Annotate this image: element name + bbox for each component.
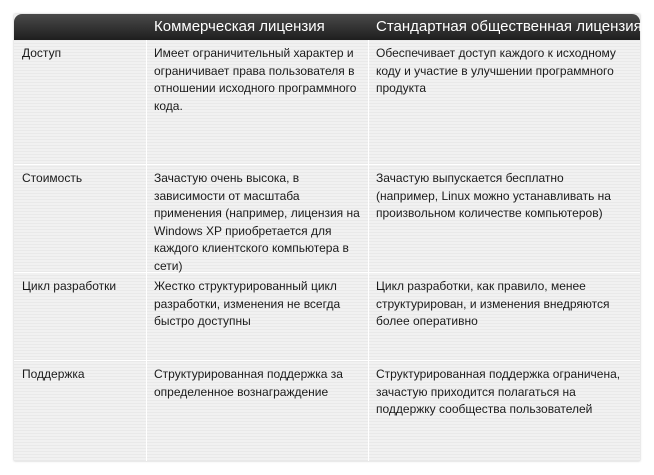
license-comparison-table bbox=[14, 14, 640, 461]
row-label-dev-cycle: Цикл разработки bbox=[22, 279, 117, 293]
header-public-license: Стандартная общественная лицензия bbox=[376, 18, 642, 35]
column-divider bbox=[368, 40, 369, 461]
row-label-support: Поддержка bbox=[22, 367, 85, 381]
table-header bbox=[14, 14, 640, 40]
cell-access-public: Обеспечивает доступ каждого к исходному коду и участие в улучшении программного продукта bbox=[376, 46, 616, 95]
cell-dev-cycle-commercial: Жестко структурированный цикл разработки, изменения не всегда быстро доступны bbox=[154, 279, 341, 328]
row-label-cost: Стоимость bbox=[22, 171, 83, 185]
cell-cost-public: Зачастую выпускается бесплатно (например, Linux можно устанавливать на произвольном количестве компьютеров) bbox=[376, 171, 611, 220]
cell-cost-commercial: Зачастую очень высока, в зависимости от масштаба применения (например, лицензия на Windows XP приобретается для каждого клиентского компьютера в сети) bbox=[154, 171, 360, 273]
cell-support-public: Структурированная поддержка ограничена, зачастую приходится полагаться на поддержку сообщества пользователей bbox=[376, 367, 621, 416]
table-row-dev-cycle bbox=[14, 273, 640, 361]
column-divider bbox=[146, 40, 147, 461]
header-commercial-license: Коммерческая лицензия bbox=[154, 18, 325, 35]
row-label-access: Доступ bbox=[22, 46, 62, 60]
cell-dev-cycle-public: Цикл разработки, как правило, менее структурирован, и изменения внедряются более оперативно bbox=[376, 279, 610, 328]
cell-access-commercial: Имеет ограничительный характер и ограничивает права пользователя в отношении исходного программного кода. bbox=[154, 46, 357, 113]
table-row-access bbox=[14, 40, 640, 165]
table-row-cost bbox=[14, 165, 640, 273]
cell-support-commercial: Структурированная поддержка за определенное вознаграждение bbox=[154, 367, 343, 399]
table-row-support bbox=[14, 361, 640, 461]
